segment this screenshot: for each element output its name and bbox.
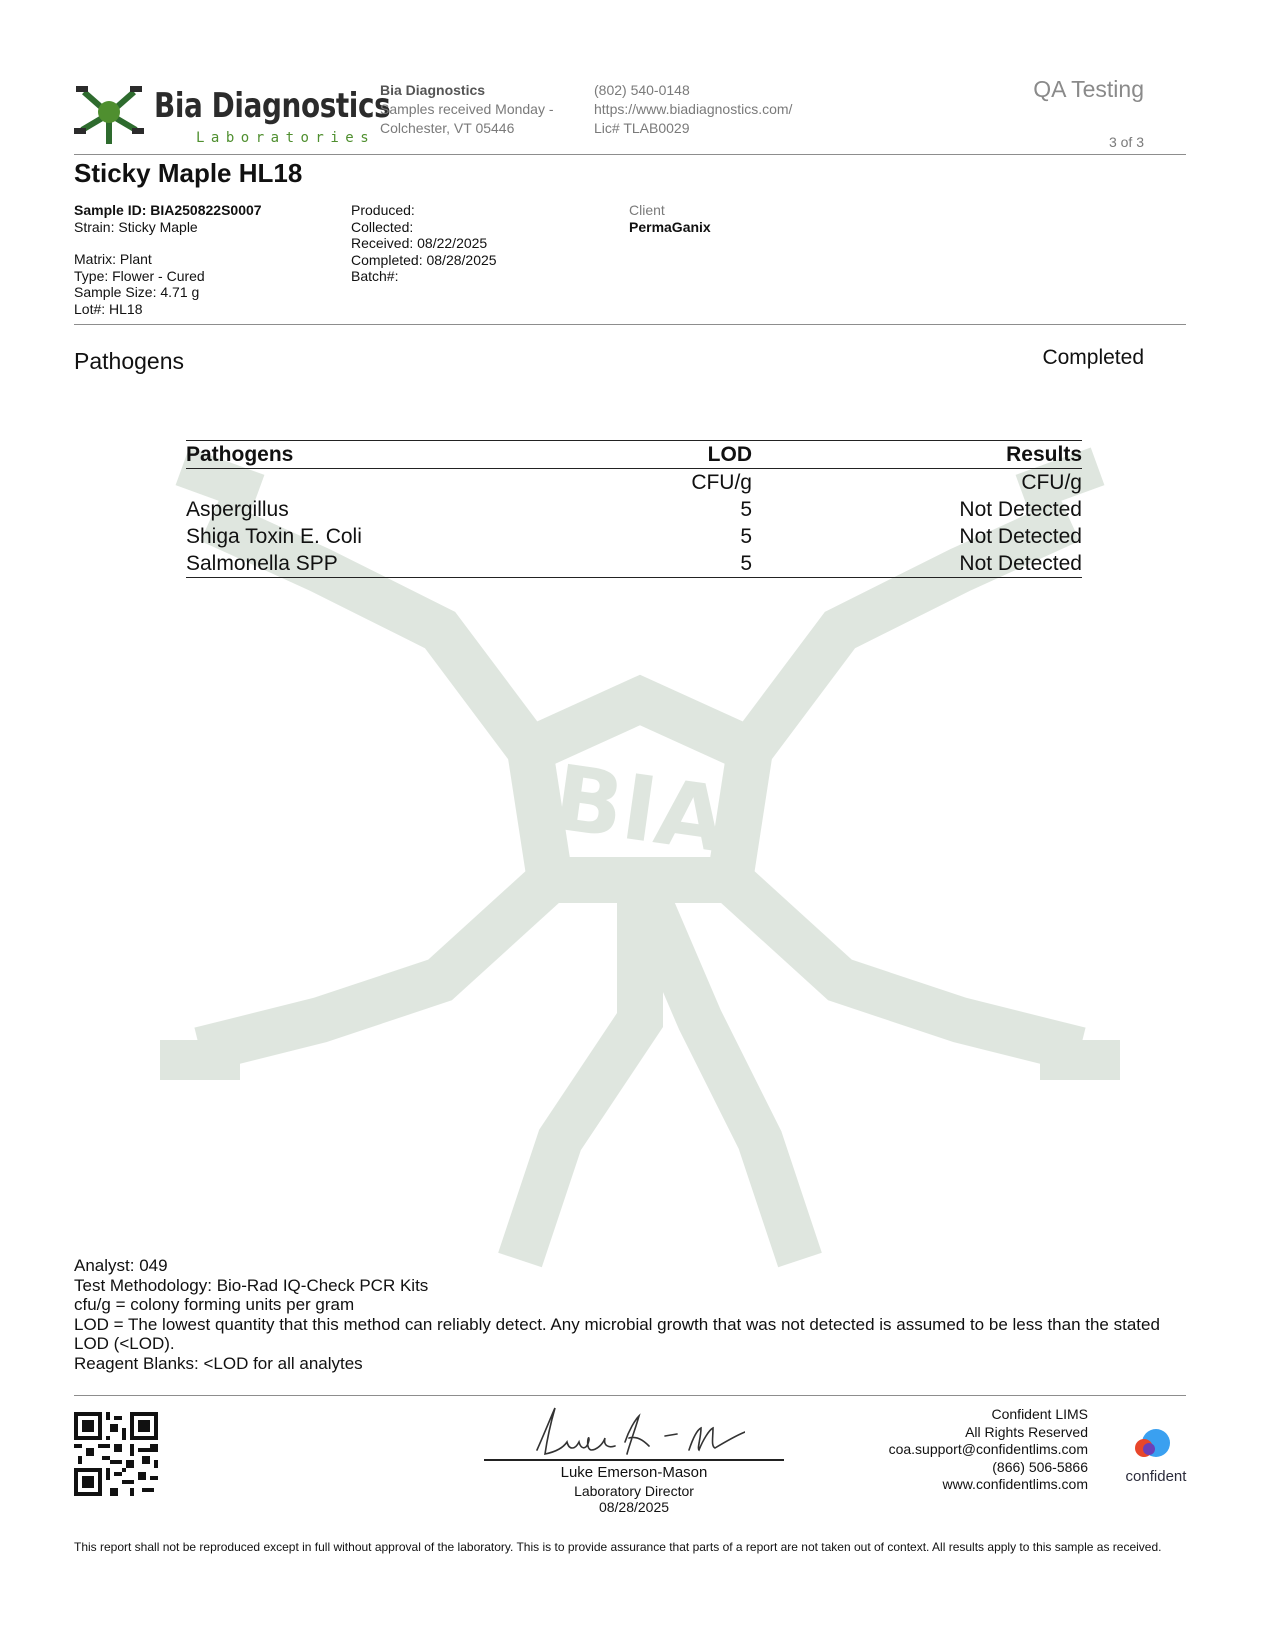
unit-lod: CFU/g bbox=[691, 470, 752, 494]
pathogen-lod: 5 bbox=[740, 524, 752, 548]
method-notes bbox=[74, 1256, 1184, 1373]
lab-city: Colchester, VT 05446 bbox=[380, 120, 515, 136]
col-header-pathogens: Pathogens bbox=[186, 441, 572, 469]
info-divider bbox=[74, 324, 1186, 325]
disclaimer: This report shall not be reproduced except in full without approval of the laboratory. This is to provide assurance that parts of a report are not taken out of context. All results apply to this sample as received. bbox=[74, 1540, 1162, 1554]
watermark-text: BIA bbox=[547, 745, 733, 874]
section-status: Completed bbox=[1042, 346, 1144, 369]
lot-number: Lot#: HL18 bbox=[74, 300, 143, 317]
client-block bbox=[629, 202, 711, 235]
strain: Strain: Sticky Maple bbox=[74, 218, 198, 235]
footer-divider bbox=[74, 1395, 1186, 1396]
table-units-row bbox=[186, 469, 1082, 497]
report-type: QA Testing bbox=[1033, 76, 1144, 102]
lab-contact-block bbox=[594, 81, 792, 138]
matrix: Matrix: Plant bbox=[74, 251, 152, 267]
confident-logo bbox=[1120, 1425, 1192, 1489]
table-row bbox=[186, 496, 1082, 523]
analyst: Analyst: 049 bbox=[74, 1256, 168, 1275]
lab-phone: (802) 540-0148 bbox=[594, 82, 690, 98]
sign-date: 08/28/2025 bbox=[598, 1499, 670, 1515]
unit-results: CFU/g bbox=[1021, 470, 1082, 494]
product-title: Sticky Maple HL18 bbox=[74, 158, 303, 188]
collected-date: Collected: bbox=[351, 218, 414, 235]
table-row bbox=[186, 550, 1082, 578]
lims-rights: All Rights Reserved bbox=[965, 1423, 1088, 1440]
table-header-row bbox=[186, 441, 1082, 469]
pathogen-result: Not Detected bbox=[752, 550, 1082, 578]
confident-wordmark: confident bbox=[1125, 1468, 1187, 1485]
test-methodology: Test Methodology: Bio-Rad IQ-Check PCR Kits bbox=[74, 1275, 429, 1295]
lims-website[interactable]: www.confidentlims.com bbox=[942, 1476, 1088, 1492]
cfu-definition: cfu/g = colony forming units per gram bbox=[74, 1295, 355, 1314]
lab-license: Lic# TLAB0029 bbox=[594, 120, 690, 136]
batch-number: Batch#: bbox=[351, 268, 399, 284]
section-title: Pathogens bbox=[74, 348, 184, 374]
reagent-blanks: Reagent Blanks: <LOD for all analytes bbox=[74, 1353, 363, 1373]
lims-phone: (866) 506-5866 bbox=[992, 1458, 1088, 1475]
qr-code-icon[interactable] bbox=[74, 1412, 158, 1496]
sample-details bbox=[74, 202, 262, 317]
signer-name: Luke Emerson-Mason bbox=[560, 1464, 708, 1481]
pathogen-result: Not Detected bbox=[959, 497, 1082, 521]
completed-date: Completed: 08/28/2025 bbox=[351, 251, 497, 268]
unit-pathogens bbox=[186, 469, 572, 497]
pathogen-name: Shiga Toxin E. Coli bbox=[186, 524, 362, 548]
client-name: PermaGanix bbox=[629, 218, 711, 235]
logo-wordmark: Bia Diagnostics bbox=[154, 86, 391, 126]
pathogen-lod: 5 bbox=[740, 497, 752, 521]
signature-image bbox=[525, 1402, 745, 1464]
pathogen-lod: 5 bbox=[572, 550, 752, 578]
col-header-lod: LOD bbox=[572, 441, 752, 469]
sample-type: Type: Flower - Cured bbox=[74, 267, 205, 284]
lab-website[interactable]: https://www.biadiagnostics.com/ bbox=[594, 101, 793, 117]
bia-molecule-icon bbox=[74, 80, 144, 148]
lab-address-block bbox=[380, 81, 554, 138]
page-number: 3 of 3 bbox=[1108, 134, 1144, 150]
sample-size: Sample Size: 4.71 g bbox=[74, 284, 200, 300]
pathogen-name: Salmonella SPP bbox=[186, 550, 572, 578]
sample-id: Sample ID: BIA250822S0007 bbox=[74, 202, 262, 218]
received-date: Received: 08/22/2025 bbox=[351, 235, 488, 251]
lab-name: Bia Diagnostics bbox=[380, 82, 486, 98]
logo-subtitle: Laboratories bbox=[196, 130, 376, 146]
produced-date: Produced: bbox=[351, 202, 415, 218]
col-header-results: Results bbox=[752, 441, 1082, 469]
signer-title: Laboratory Director bbox=[574, 1483, 694, 1499]
lims-info bbox=[889, 1406, 1088, 1494]
signature-line bbox=[484, 1459, 784, 1461]
lab-hours: Samples received Monday - bbox=[380, 101, 554, 117]
table-row bbox=[186, 523, 1082, 550]
header-divider bbox=[74, 154, 1186, 155]
client-label: Client bbox=[629, 202, 665, 218]
pathogen-name: Aspergillus bbox=[186, 497, 289, 521]
pathogens-table bbox=[186, 440, 1082, 578]
lod-definition: LOD = The lowest quantity that this method can reliably detect. Any microbial growth that was not detected is assumed to be less than the stated LOD (<LOD). bbox=[74, 1314, 1160, 1353]
lims-name: Confident LIMS bbox=[991, 1406, 1088, 1422]
pathogen-result: Not Detected bbox=[959, 524, 1082, 548]
lims-email[interactable]: coa.support@confidentlims.com bbox=[888, 1441, 1088, 1457]
sample-dates bbox=[351, 202, 497, 285]
